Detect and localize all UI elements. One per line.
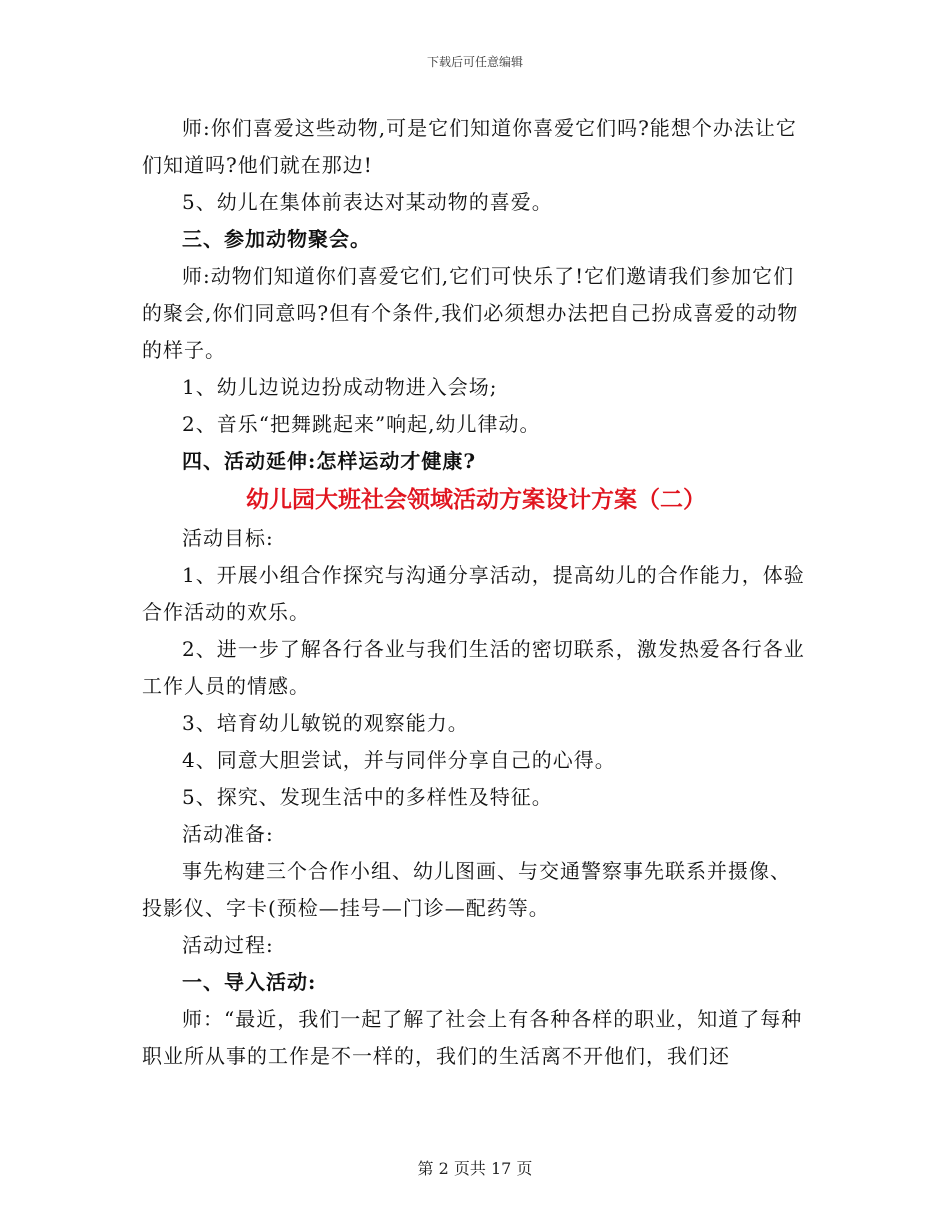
- paragraph: 4、同意大胆尝试，并与同伴分享自己的心得。: [182, 748, 616, 772]
- paragraph: 1、幼儿边说边扮成动物进入会场;: [182, 375, 498, 399]
- section-heading: 一、导入活动:: [182, 970, 317, 994]
- document-body: [142, 110, 810, 1075]
- paragraph: 1、开展小组合作探究与沟通分享活动，提高幼儿的合作能力，体验合作活动的欢乐。: [142, 563, 805, 624]
- paragraph: 3、培育幼儿敏锐的观察能力。: [182, 711, 469, 735]
- section-heading: 三、参加动物聚会。: [182, 227, 371, 251]
- paragraph: 师:你们喜爱这些动物,可是它们知道你喜爱它们吗?能想个办法让它们知道吗?他们就在那边!: [142, 116, 797, 177]
- paragraph: 活动准备:: [182, 822, 274, 846]
- paragraph: 事先构建三个合作小组、幼儿图画、与交通警察事先联系并摄像、投影仪、字卡(预检—挂号—门诊—配药等。: [142, 859, 791, 920]
- section-heading: 四、活动延伸:怎样运动才健康?: [182, 449, 477, 473]
- paragraph: 2、进一步了解各行各业与我们生活的密切联系，激发热爱各行各业工作人员的情感。: [142, 637, 805, 698]
- paragraph: 2、音乐“把舞跳起来”响起,幼儿律动。: [182, 412, 541, 436]
- paragraph: 师:动物们知道你们喜爱它们,它们可快乐了!它们邀请我们参加它们的聚会,你们同意吗?但有个条件,我们必须想办法把自己扮成喜爱的动物的样子。: [142, 264, 799, 362]
- paragraph: 师：“最近，我们一起了解了社会上有各种各样的职业，知道了每种职业所从事的工作是不一样的，我们的生活离不开他们，我们还: [142, 1007, 803, 1068]
- document-title: 幼儿园大班社会领域活动方案设计方案（二）: [246, 486, 706, 513]
- paragraph: 5、探究、发现生活中的多样性及特征。: [182, 785, 553, 809]
- paragraph: 活动目标:: [182, 526, 274, 550]
- page-footer: 第 2 页共 17 页: [417, 1159, 533, 1178]
- paragraph: 5、幼儿在集体前表达对某动物的喜爱。: [182, 190, 553, 214]
- paragraph: 活动过程:: [182, 933, 274, 957]
- page-header: 下载后可任意编辑: [426, 55, 523, 69]
